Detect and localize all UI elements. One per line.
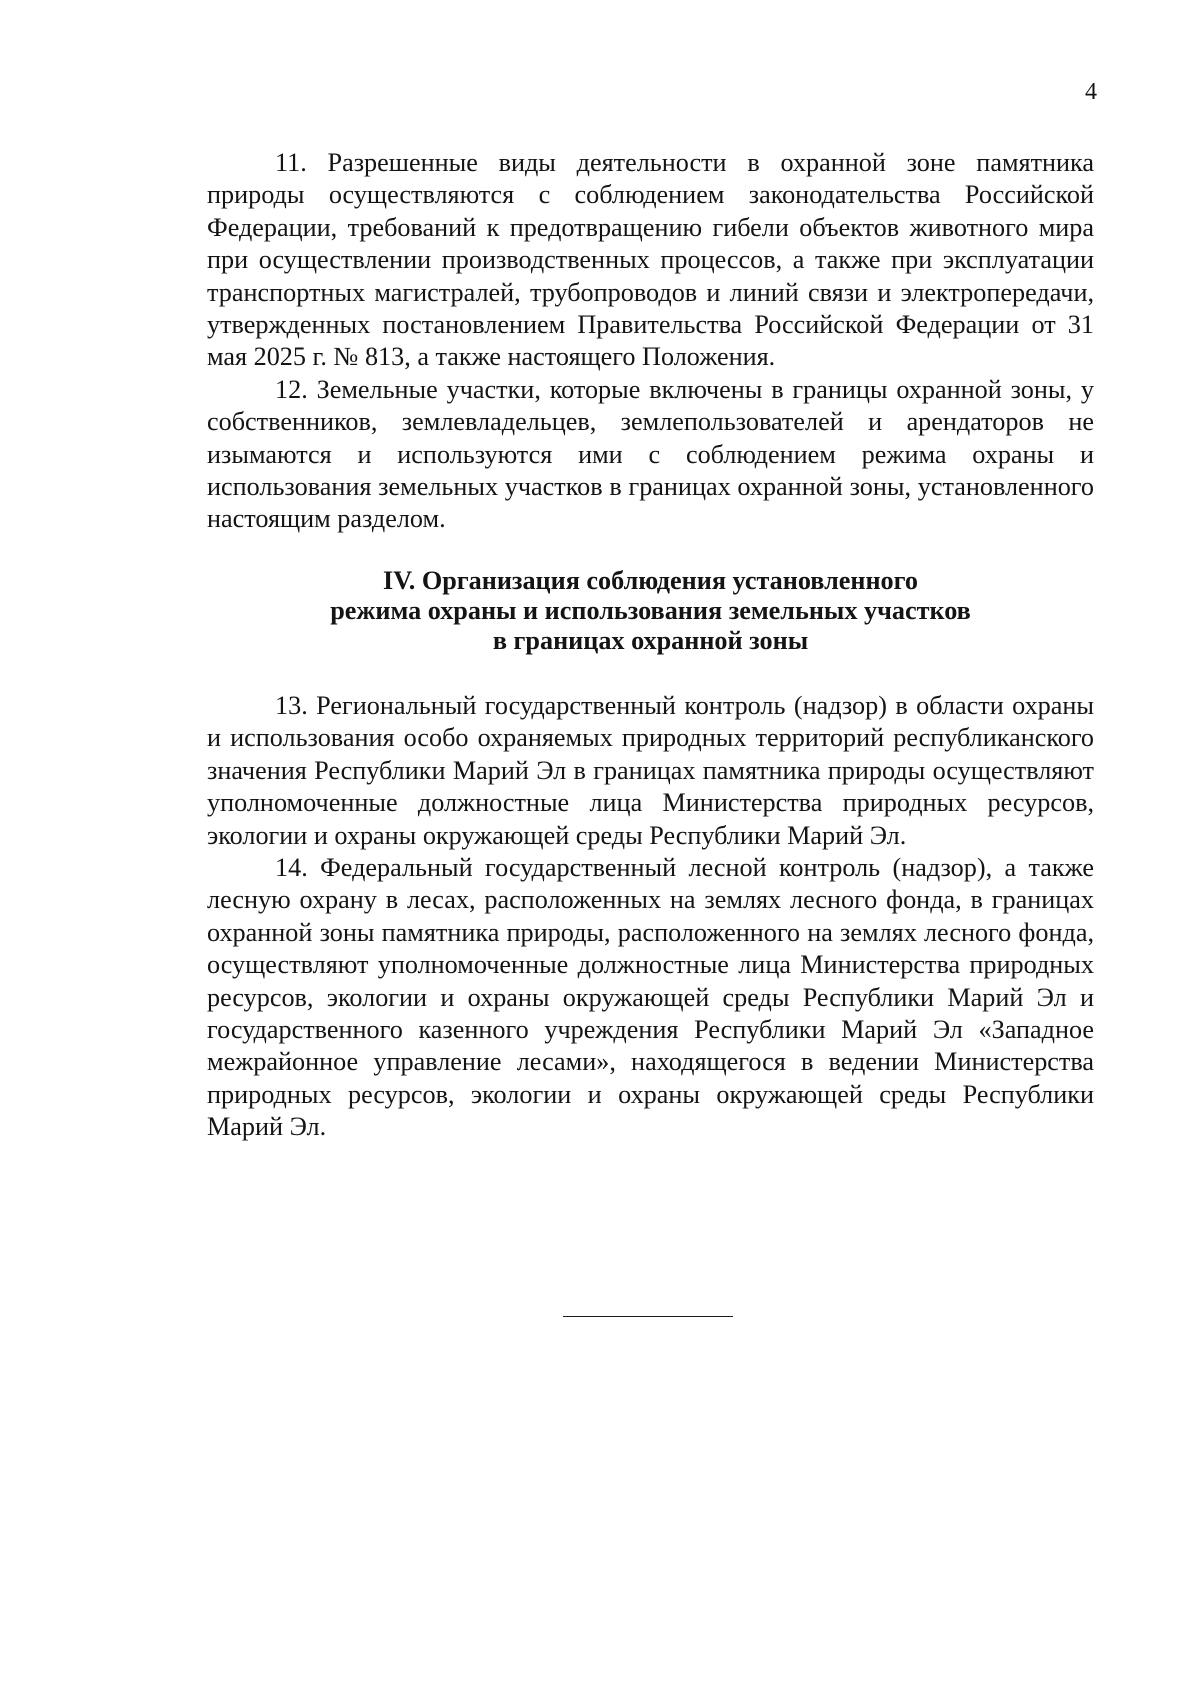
page-number: 4 bbox=[1085, 79, 1097, 105]
section-4-heading bbox=[207, 566, 1094, 656]
paragraph-13: 13. Региональный государственный контроль (надзор) в области охраны и использования особо охраняемых природных территорий республиканского значения Республики Марий Эл в границах памятника природы осуществляют уполномоченные должностные лица Министерства природных ресурсов, экологии и охраны окружающей среды Республики Марий Эл. bbox=[207, 690, 1094, 850]
section-4-heading-line-2: режима охраны и использования земельных участков bbox=[330, 595, 971, 625]
paragraph-14: 14. Федеральный государственный лесной контроль (надзор), а также лесную охрану в лесах, расположенных на землях лесного фонда, в границах охранной зоны памятника природы, расположенного на землях лесного фонда, осуществляют уполномоченные должностные лица Министерства природных ресурсов, экологии и охраны окружающей среды Республики Марий Эл и государственного казенного учреждения Республики Марий Эл «Западное межрайонное управление лесами», находящегося в ведении Министерства природных ресурсов, экологии и охраны окружающей среды Республики Марий Эл. bbox=[207, 852, 1094, 1142]
section-4-heading-line-3: в границах охранной зоны bbox=[492, 625, 809, 655]
section-4-heading-line-1: IV. Организация соблюдения установленного bbox=[383, 565, 918, 595]
end-of-document-rule bbox=[563, 1316, 733, 1317]
paragraph-12: 12. Земельные участки, которые включены в границы охранной зоны, у собственников, землевладельцев, землепользователей и арендаторов не изымаются и используются ими с соблюдением режима охраны и использования земельных участков в границах охранной зоны, установленного настоящим разделом. bbox=[207, 374, 1094, 534]
paragraph-11: 11. Разрешенные виды деятельности в охранной зоне памятника природы осуществляются с соблюдением законодательства Российской Федерации, требований к предотвращению гибели объектов животного мира при осуществлении производственных процессов, а также при эксплуатации транспортных магистралей, трубопроводов и линий связи и электропередачи, утвержденных постановлением Правительства Российской Федерации от 31 мая 2025 г. № 813, а также настоящего Положения. bbox=[207, 148, 1094, 372]
document-body bbox=[207, 147, 1094, 1144]
